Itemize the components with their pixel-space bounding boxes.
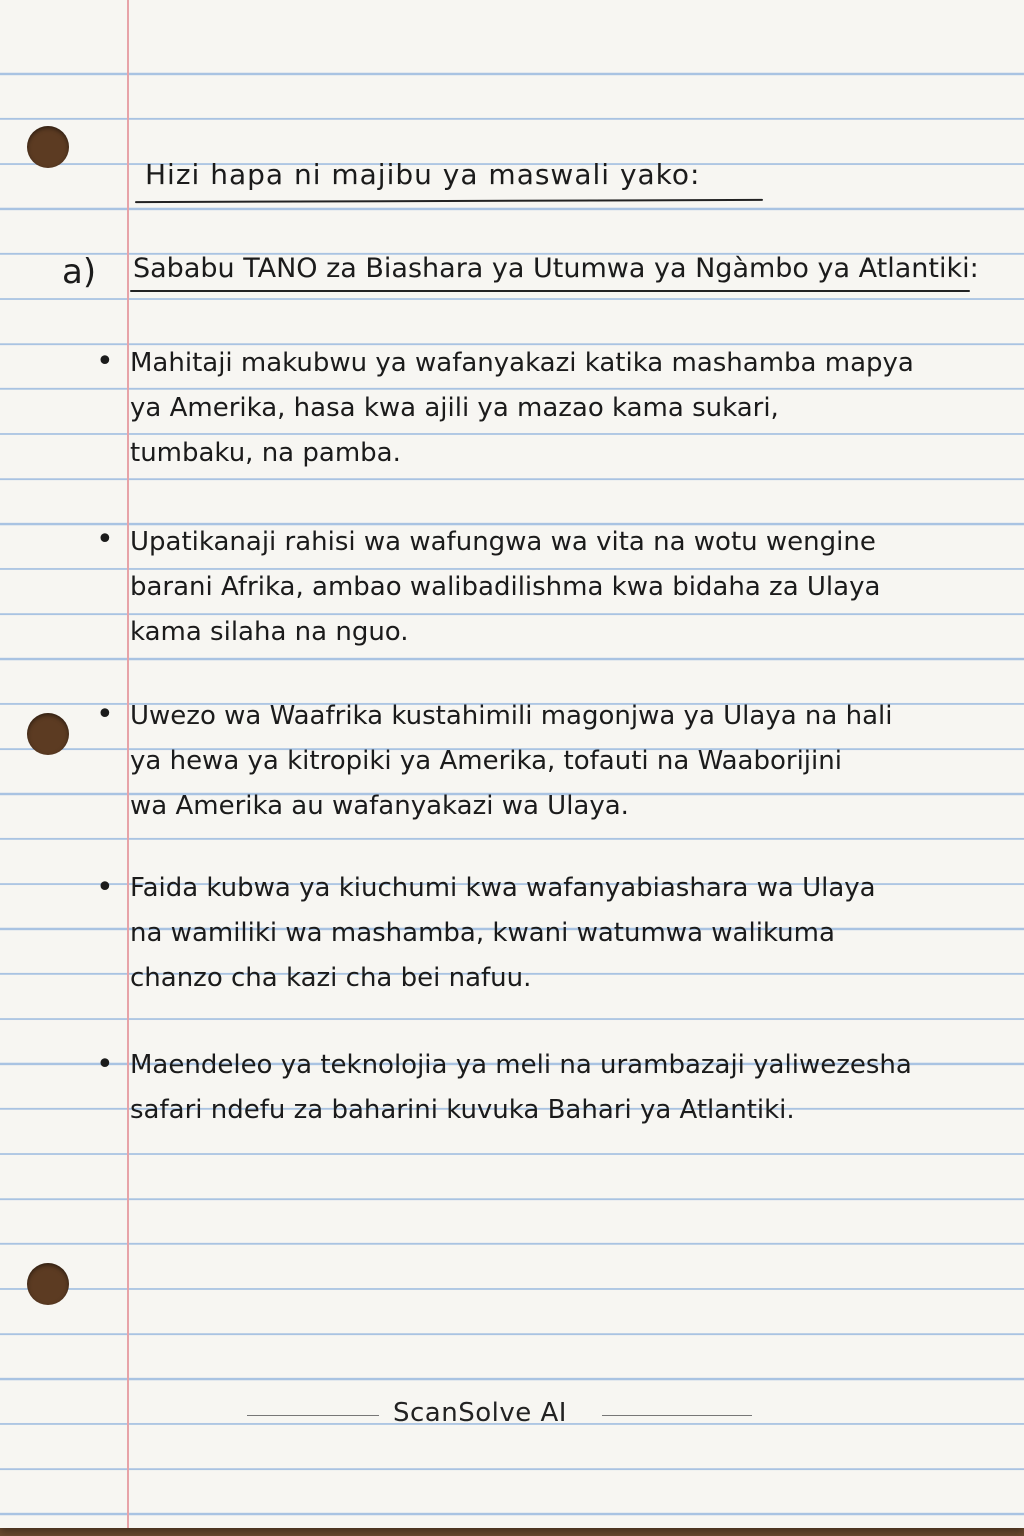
punch-hole-middle: [27, 713, 69, 755]
section-underline: [130, 290, 970, 292]
bullet-marker: •: [96, 870, 114, 905]
footer-label: ScanSolve AI: [393, 1398, 567, 1428]
bullet-marker: •: [96, 697, 114, 732]
margin-line: [127, 0, 129, 1528]
section-letter: a): [62, 252, 97, 292]
bullet-marker: •: [96, 1047, 114, 1082]
title-underline: [135, 199, 763, 203]
bullet-marker: •: [96, 522, 114, 557]
page-title: Hizi hapa ni majibu ya maswali yako:: [145, 158, 701, 191]
footer: [0, 1396, 1024, 1436]
bullet-marker: •: [96, 344, 114, 379]
answer-text: Upatikanaji rahisi wa wafungwa wa vita na wotu wengine barani Afrika, ambao walibadilishma kwa bidaha za Ulaya kama silaha na nguo.: [130, 527, 881, 647]
punch-hole-top: [27, 126, 69, 168]
answer-text: Faida kubwa ya kiuchumi kwa wafanyabiashara wa Ulaya na wamiliki wa mashamba, kwani watumwa walikuma chanzo cha kazi cha bei nafuu.: [130, 873, 876, 993]
answer-text: Mahitaji makubwu ya wafanyakazi katika mashamba mapya ya Amerika, hasa kwa ajili ya mazao kama sukari, tumbaku, na pamba.: [130, 348, 914, 468]
section-heading: Sababu TANO za Biashara ya Utumwa ya Ngàmbo ya Atlantiki:: [133, 253, 979, 284]
answer-text: Maendeleo ya teknolojia ya meli na urambazaji yaliwezesha safari ndefu za baharini kuvuka Bahari ya Atlantiki.: [130, 1050, 912, 1125]
answer-text: Uwezo wa Waafrika kustahimili magonjwa ya Ulaya na hali ya hewa ya kitropiki ya Amerika, tofauti na Waaborijini wa Amerika au wafanyakazi wa Ulaya.: [130, 701, 893, 821]
punch-hole-bottom: [27, 1263, 69, 1305]
footer-rule-left: [247, 1415, 379, 1416]
footer-rule-right: [602, 1415, 752, 1416]
